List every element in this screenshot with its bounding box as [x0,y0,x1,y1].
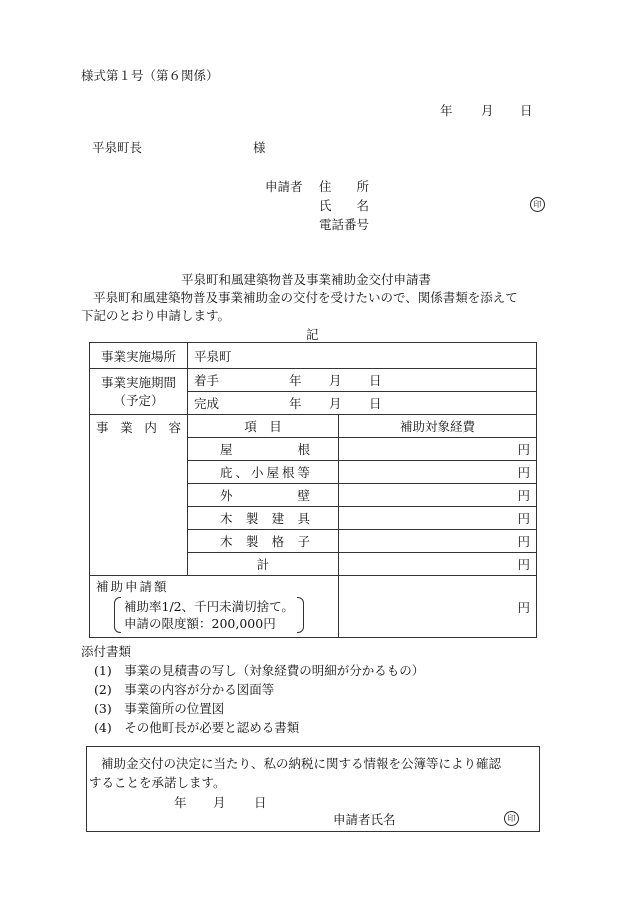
item-name: 木製建具 [220,511,310,526]
applicant-seal-icon: 印 [530,197,545,212]
period-label: 事業実施期間 [100,374,176,390]
application-table [89,342,537,638]
attachment-item: (2) 事業の内容が分かる図面等 [94,682,275,697]
item-name: 外壁 [220,488,310,503]
period-start-year: 年 [289,373,302,388]
consent-signer-label: 申請者氏名 [333,812,396,827]
period-start-day: 日 [369,373,382,388]
consent-month-label: 月 [213,795,226,810]
intro-line-2: 下記のとおり申請します。 [81,308,231,323]
consent-line-1: 補助金交付の決定に当たり、私の納税に関する情報を公簿等により確認 [101,756,502,771]
item-name: 庇、小屋根等 [220,465,310,480]
consent-box [86,746,540,832]
consent-line-2: することを承諾します。 [89,775,226,790]
subsidy-label: 補助申請額 [96,579,169,594]
period-start-month: 月 [329,373,342,388]
period-start-row [188,369,537,392]
total-label: 計 [188,553,339,576]
applicant-name-label: 氏 名 [319,198,370,213]
date-month-label: 月 [481,103,494,118]
intro-line-1: 平泉町和風建築物普及事業補助金の交付を受けたいので、関係書類を添えて [93,290,518,305]
item-name: 屋根 [220,442,310,457]
attachment-item: (4) その他町長が必要と認める書類 [94,720,300,735]
content-label: 事業内容 [90,415,188,576]
attachments-heading: 添付書類 [81,644,132,659]
document-title: 平泉町和風建築物普及事業補助金交付申請書 [181,272,432,287]
addressee-name: 平泉町長 [92,140,143,155]
ki-label: 記 [306,327,319,342]
item-cost-unit: 円 [339,507,537,530]
date-year-label: 年 [440,103,453,118]
subsidy-note-2: 申請の限度額：200,000円 [124,616,276,631]
item-header: 項 目 [188,415,339,438]
applicant-label: 申請者 [265,179,303,194]
item-cost-unit: 円 [339,484,537,507]
subsidy-note-box [114,597,304,633]
subsidy-note-1: 補助率1/2、千円未満切捨て。 [124,599,294,614]
period-end-year: 年 [289,396,302,411]
period-label-cell [90,369,188,415]
period-end-month: 月 [329,396,342,411]
addressee-honorific: 様 [253,140,266,155]
consent-seal-icon: 印 [504,811,519,826]
item-cost-unit: 円 [339,530,537,553]
date-day-label: 日 [520,103,533,118]
consent-day-label: 日 [254,795,267,810]
item-name: 木製格子 [220,534,310,549]
period-end-day: 日 [369,396,382,411]
location-value: 平泉町 [188,343,537,369]
consent-year-label: 年 [174,795,187,810]
form-number: 様式第１号（第６関係） [81,68,219,83]
attachment-item: (1) 事業の見積書の写し（対象経費の明細が分かるもの） [94,663,425,678]
total-unit: 円 [339,553,537,576]
item-cost-unit: 円 [339,438,537,461]
period-end-row [188,392,537,415]
applicant-phone-label: 電話番号 [319,217,370,232]
applicant-address-label: 住 所 [319,179,370,194]
cost-header: 補助対象経費 [339,415,537,438]
attachment-item: (3) 事業箇所の位置図 [94,701,225,716]
item-cost-unit: 円 [339,461,537,484]
period-start-label: 着手 [194,373,220,388]
subsidy-cell [90,576,339,638]
location-label: 事業実施場所 [90,343,188,369]
period-end-label: 完成 [194,396,220,411]
subsidy-unit: 円 [339,576,537,638]
period-sub-label: （予定） [113,392,164,408]
